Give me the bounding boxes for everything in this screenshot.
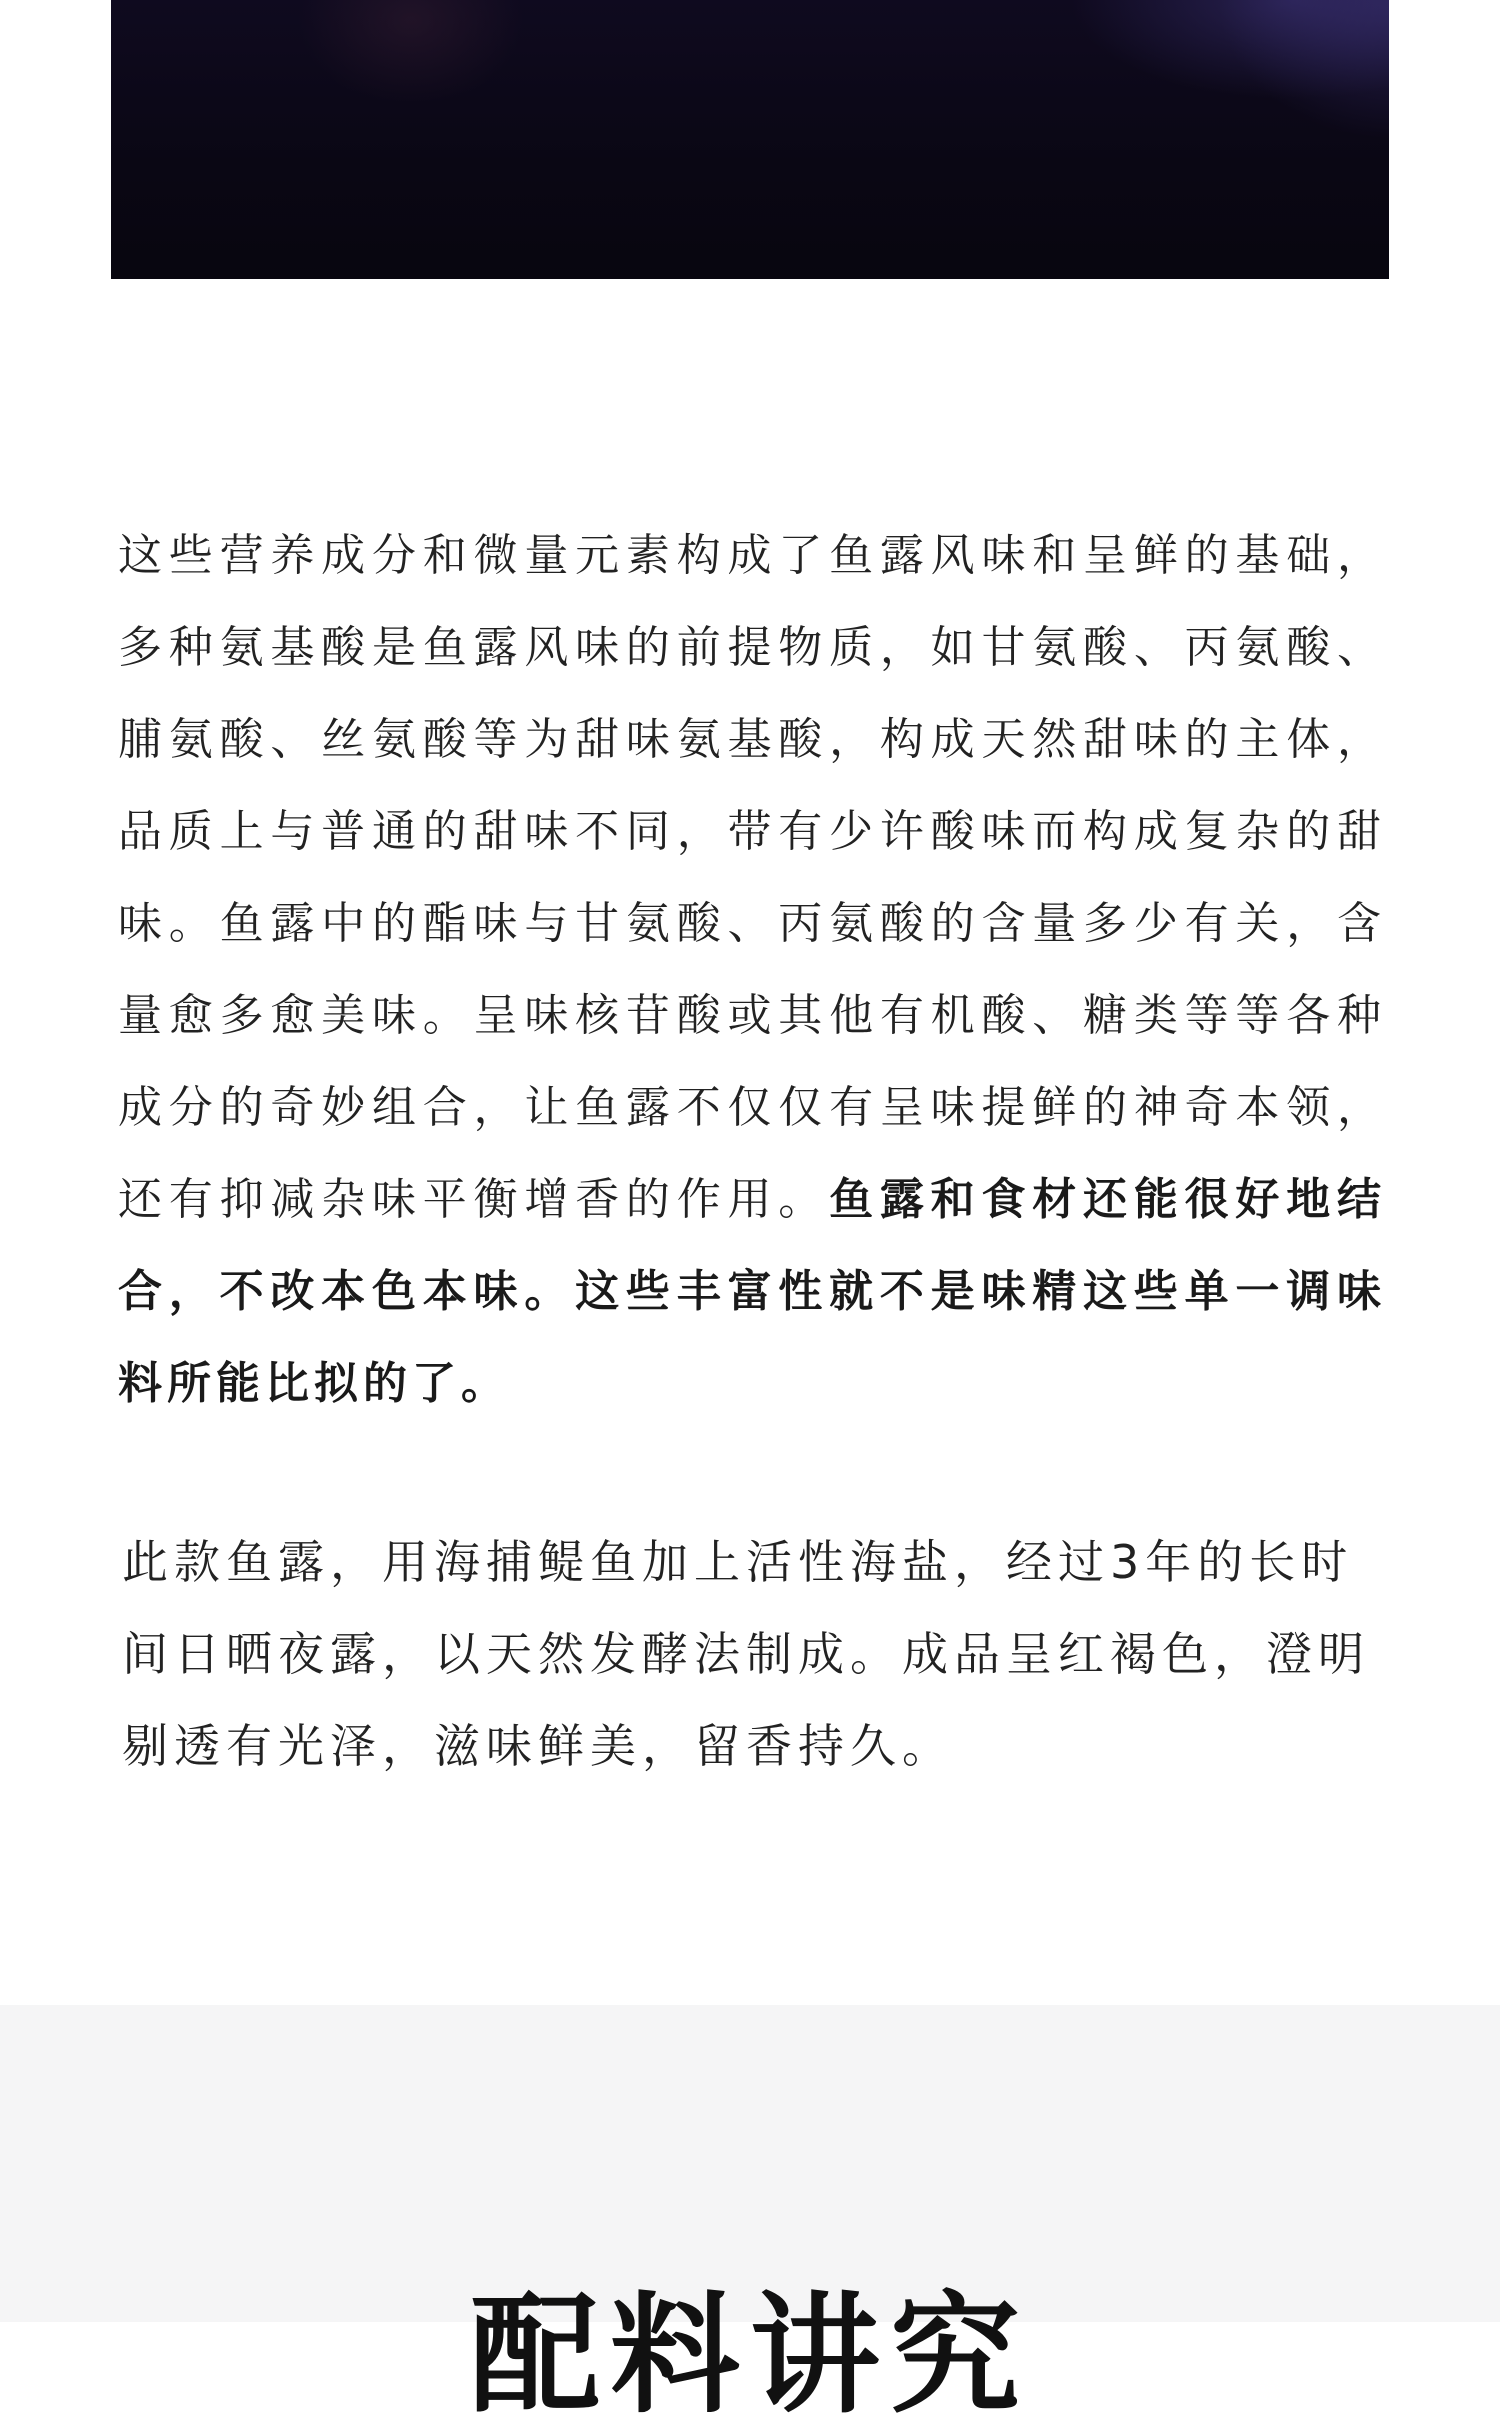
- section-heading: 配料讲究: [469, 2279, 1030, 2431]
- ingredients-section: [0, 2005, 1500, 2431]
- nutrition-paragraph-emphasis: 鱼露和食材还能很好地结合，不改本色本味。这些丰富性就不是味精这些单一调味料所能比拟的了。: [118, 1174, 1387, 1409]
- nutrition-paragraph: [118, 510, 1386, 1430]
- hero-photo: [111, 0, 1389, 279]
- nutrition-paragraph-text: 这些营养成分和微量元素构成了鱼露风味和呈鲜的基础，多种氨基酸是鱼露风味的前提物质，如甘氨酸、丙氨酸、脯氨酸、丝氨酸等为甜味氨基酸，构成天然甜味的主体，品质上与普通的甜味不同，带有少许酸味而构成复杂的甜味。鱼露中的酯味与甘氨酸、丙氨酸的含量多少有关，含量愈多愈美味。呈味核苷酸或其他有机酸、糖类等等各种成分的奇妙组合，让鱼露不仅仅有呈味提鲜的神奇本领，还有抑减杂味平衡增香的作用。: [118, 530, 1386, 1225]
- product-description: 此款鱼露，用海捕鳀鱼加上活性海盐，经过3年的长时间日晒夜露，以天然发酵法制成。成品呈红褐色，澄明剔透有光泽，滋味鲜美，留香持久。: [122, 1535, 1370, 1773]
- photo-highlight: [1069, 0, 1389, 100]
